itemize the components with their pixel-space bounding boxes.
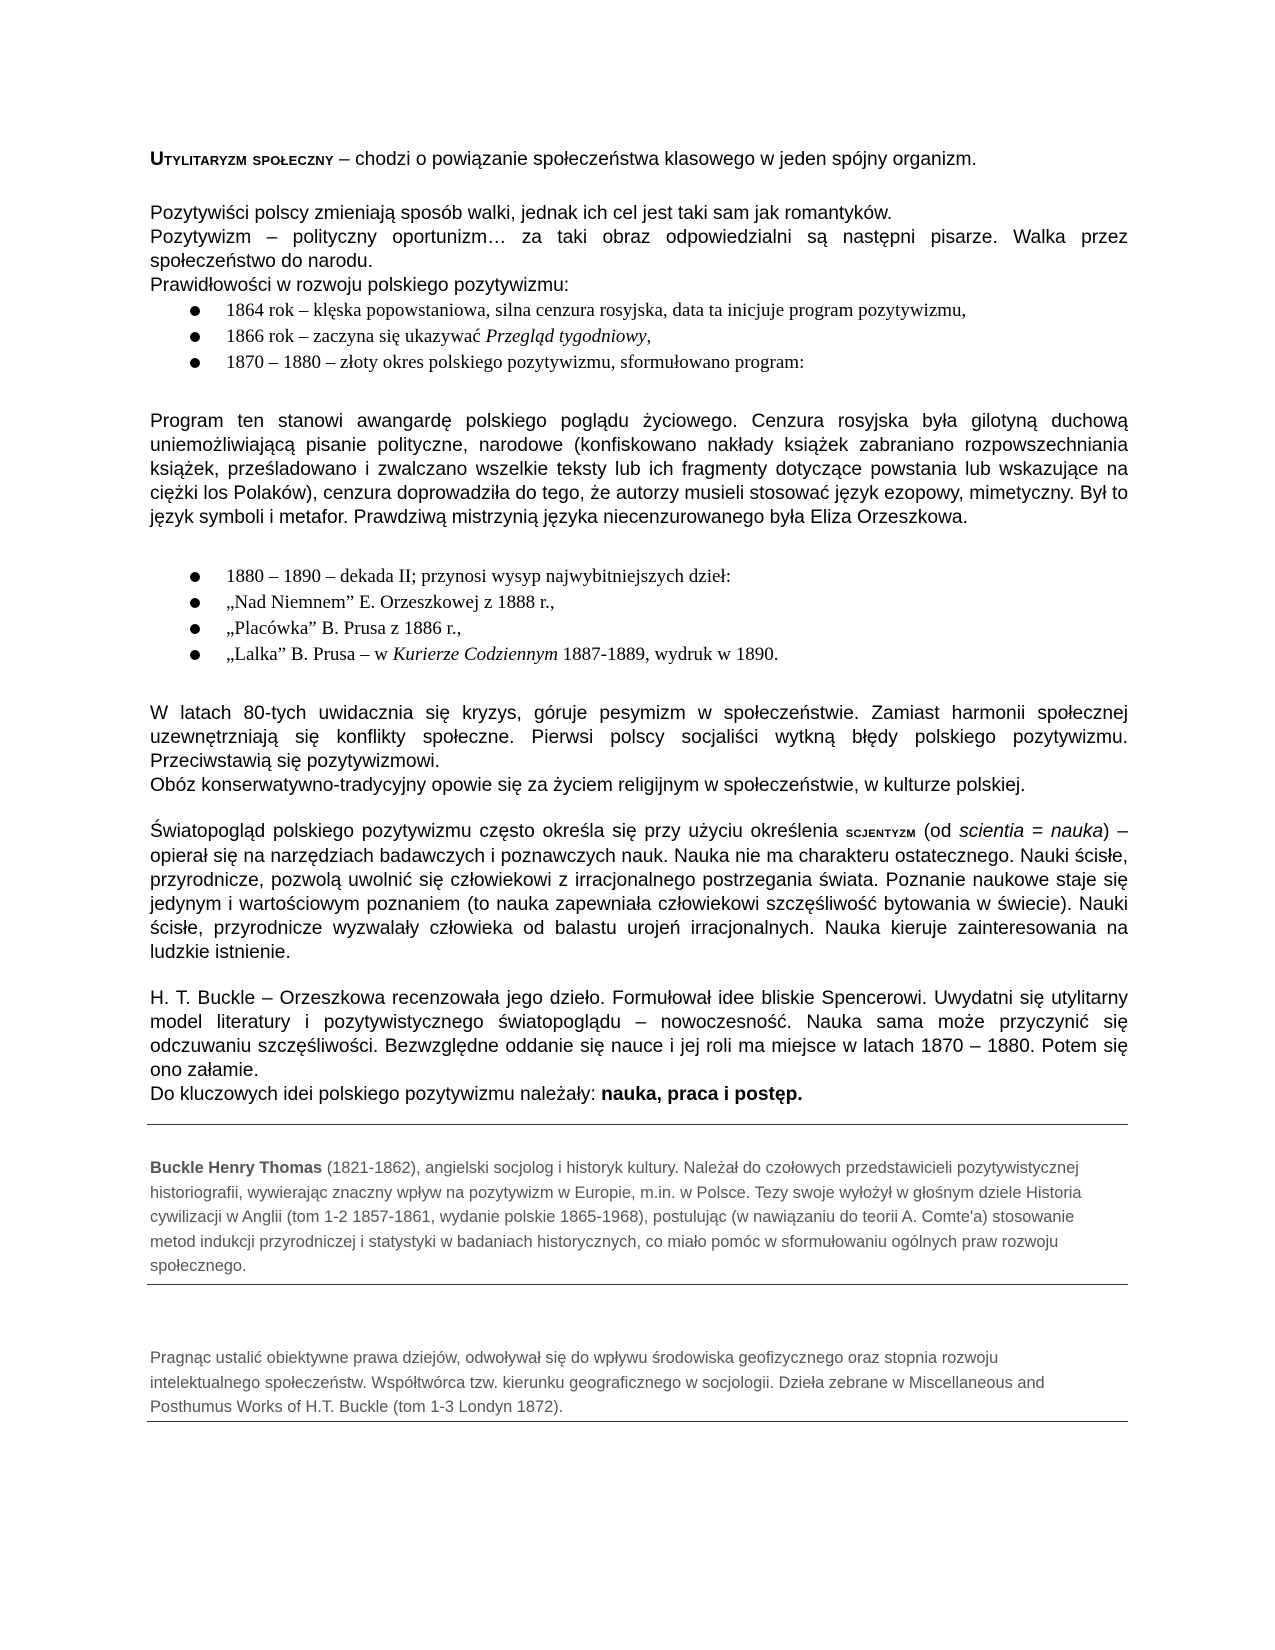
footnote-buckle-bio: Buckle Henry Thomas (1821-1862), angielski socjolog i historyk kultury. Należał do czołowych przedstawicieli pozytywistycznej historiografii, wywierając znaczny wpływ na pozytywizm w Europie, m.in. w Polsce. Tezy swoje wyłożył w głośnym dziele Historia cywilizacji w Anglii (tom 1-2 1857-1861, wydanie polskie 1865-1968), postulując (w nawiązaniu do teorii A. Comte'a) stosowanie metod indukcji przyrodniczej i statystyki w badaniach historycznych, co miało pomóc w sformułowaniu ogólnych praw rozwoju społecznego. [150, 1159, 1082, 1275]
italic-title: Kurierze Codziennym [392, 644, 558, 665]
italic-title: Przegląd tygodniowy [485, 326, 647, 347]
footnote-divider-bottom [147, 1421, 1128, 1422]
bullet-icon [190, 598, 200, 608]
list-item: „Lalka” B. Prusa – w Kurierze Codziennym 1887-1889, wydruk w 1890. [150, 642, 1128, 668]
footnote-name: Buckle Henry Thomas [150, 1159, 323, 1177]
footnote-divider-top [147, 1124, 1128, 1125]
term-utylitaryzm: Utylitaryzm społeczny [150, 149, 334, 170]
paragraph-buckle: H. T. Buckle – Orzeszkowa recenzowała jego dzieło. Formułował idee bliskie Spencerowi. Uwydatni się utylitarny model literatury i pozytywistycznego światopoglądu – nowoczesność. Nauka sama może przyczynić się odczuwaniu szczęśliwości. Bezwzględne oddanie się nauce i jej roli ma miejsce w latach 1870 – 1880. Potem się ono załamie. [150, 988, 1128, 1081]
paragraph-oboz: Obóz konserwatywno-tradycyjny opowie się za życiem religijnym w społeczeństwie, w kulturze polskiej. [150, 775, 1026, 796]
paragraph-prawidlowosci: Prawidłowości w rozwoju polskiego pozytywizmu: [150, 275, 570, 296]
footnote-buckle-works: Pragnąc ustalić obiektywne prawa dziejów, odwoływał się do wpływu środowiska geofizycznego oraz stopnia rozwoju intelektualnego społeczeństw. Współtwórca tzw. kierunku geograficznego w socjologii. Dzieła zebrane w Miscellaneous and Posthumus Works of H.T. Buckle (tom 1-3 Londyn 1872). [150, 1349, 1045, 1416]
bullet-icon [190, 306, 200, 316]
bullet-icon [190, 624, 200, 634]
list-item: 1870 – 1880 – złoty okres polskiego pozytywizmu, sformułowano program: [150, 350, 1128, 376]
bullet-icon [190, 572, 200, 582]
term-scjentyzm: scjentyzm [845, 824, 916, 841]
list-item: „Nad Niemnem” E. Orzeszkowej z 1888 r., [150, 590, 1128, 616]
footnote-divider-middle [147, 1284, 1128, 1285]
list-item: 1880 – 1890 – dekada II; przynosi wysyp najwybitniejszych dzieł: [150, 564, 1128, 590]
bullet-icon [190, 332, 200, 342]
paragraph-kryzys: W latach 80-tych uwidacznia się kryzys, góruje pesymizm w społeczeństwie. Zamiast harmonii społecznej uzewnętrzniają się konflikty społeczne. Pierwsi polscy socjaliści wytkną błędy polskiego pozytywizmu. Przeciwstawią się pozytywizmowi. [150, 703, 1128, 772]
intro-paragraph [150, 148, 1128, 172]
list-chronology-1 [150, 298, 1128, 376]
document-body [150, 148, 1128, 1107]
list-chronology-2 [150, 564, 1128, 668]
bullet-icon [190, 650, 200, 660]
list-item: 1864 rok – klęska popowstaniowa, silna cenzura rosyjska, data ta inicjuje program pozytywizmu, [150, 298, 1128, 324]
intro-definition: – chodzi o powiązanie społeczeństwa klasowego w jeden spójny organizm. [333, 149, 977, 170]
paragraph-program-censorship: Program ten stanowi awangardę polskiego poglądu życiowego. Cenzura rosyjska była gilotyną duchową uniemożliwiającą pisanie polityczne, narodowe (konfiskowano nakłady książek zabraniano rozpowszechniania książek, prześladowano i zwalczano wszelkie teksty lub ich fragmenty dotyczące powstania lub wskazujące na ciężki los Polaków), cenzura doprowadziła do tego, że autorzy musieli stosować język ezopowy, mimetyczny. Był to język symboli i metafor. Prawdziwą mistrzynią języka niecenzurowanego była Eliza Orzeszkowa. [150, 411, 1128, 528]
paragraph-kluczowe-idee: Do kluczowych idei polskiego pozytywizmu należały: nauka, praca i postęp. [150, 1084, 803, 1105]
paragraph-oportunizm: Pozytywizm – polityczny oportunizm… za taki obraz odpowiedzialni są następni pisarze. Walka przez społeczeństwo do narodu. [150, 227, 1128, 272]
key-ideas: nauka, praca i postęp. [601, 1084, 803, 1105]
list-item: 1866 rok – zaczyna się ukazywać Przegląd tygodniowy, [150, 324, 1128, 350]
bullet-icon [190, 358, 200, 368]
list-item: „Placówka” B. Prusa z 1886 r., [150, 616, 1128, 642]
paragraph-pozytywisci: Pozytywiści polscy zmieniają sposób walki, jednak ich cel jest taki sam jak romantyków. [150, 203, 893, 224]
paragraph-scjentyzm: Światopogląd polskiego pozytywizmu często określa się przy użyciu określenia scjentyzm (od scientia = nauka) – opierał się na narzędziach badawczych i poznawczych nauk. Nauka nie ma charakteru ostatecznego. Nauki ścisłe, przyrodnicze, pozwolą uwolnić się człowiekowi z irracjonalnego postrzegania świata. Poznanie naukowe staje się jedynym i wartościowym poznaniem (to nauka zapewniała człowiekowi szczęśliwość bytowania w świecie). Nauki ścisłe, przyrodnicze wyzwalały człowieka od balastu urojeń irracjonalnych. Nauka kieruje zainteresowania na ludzkie istnienie. [150, 821, 1128, 963]
